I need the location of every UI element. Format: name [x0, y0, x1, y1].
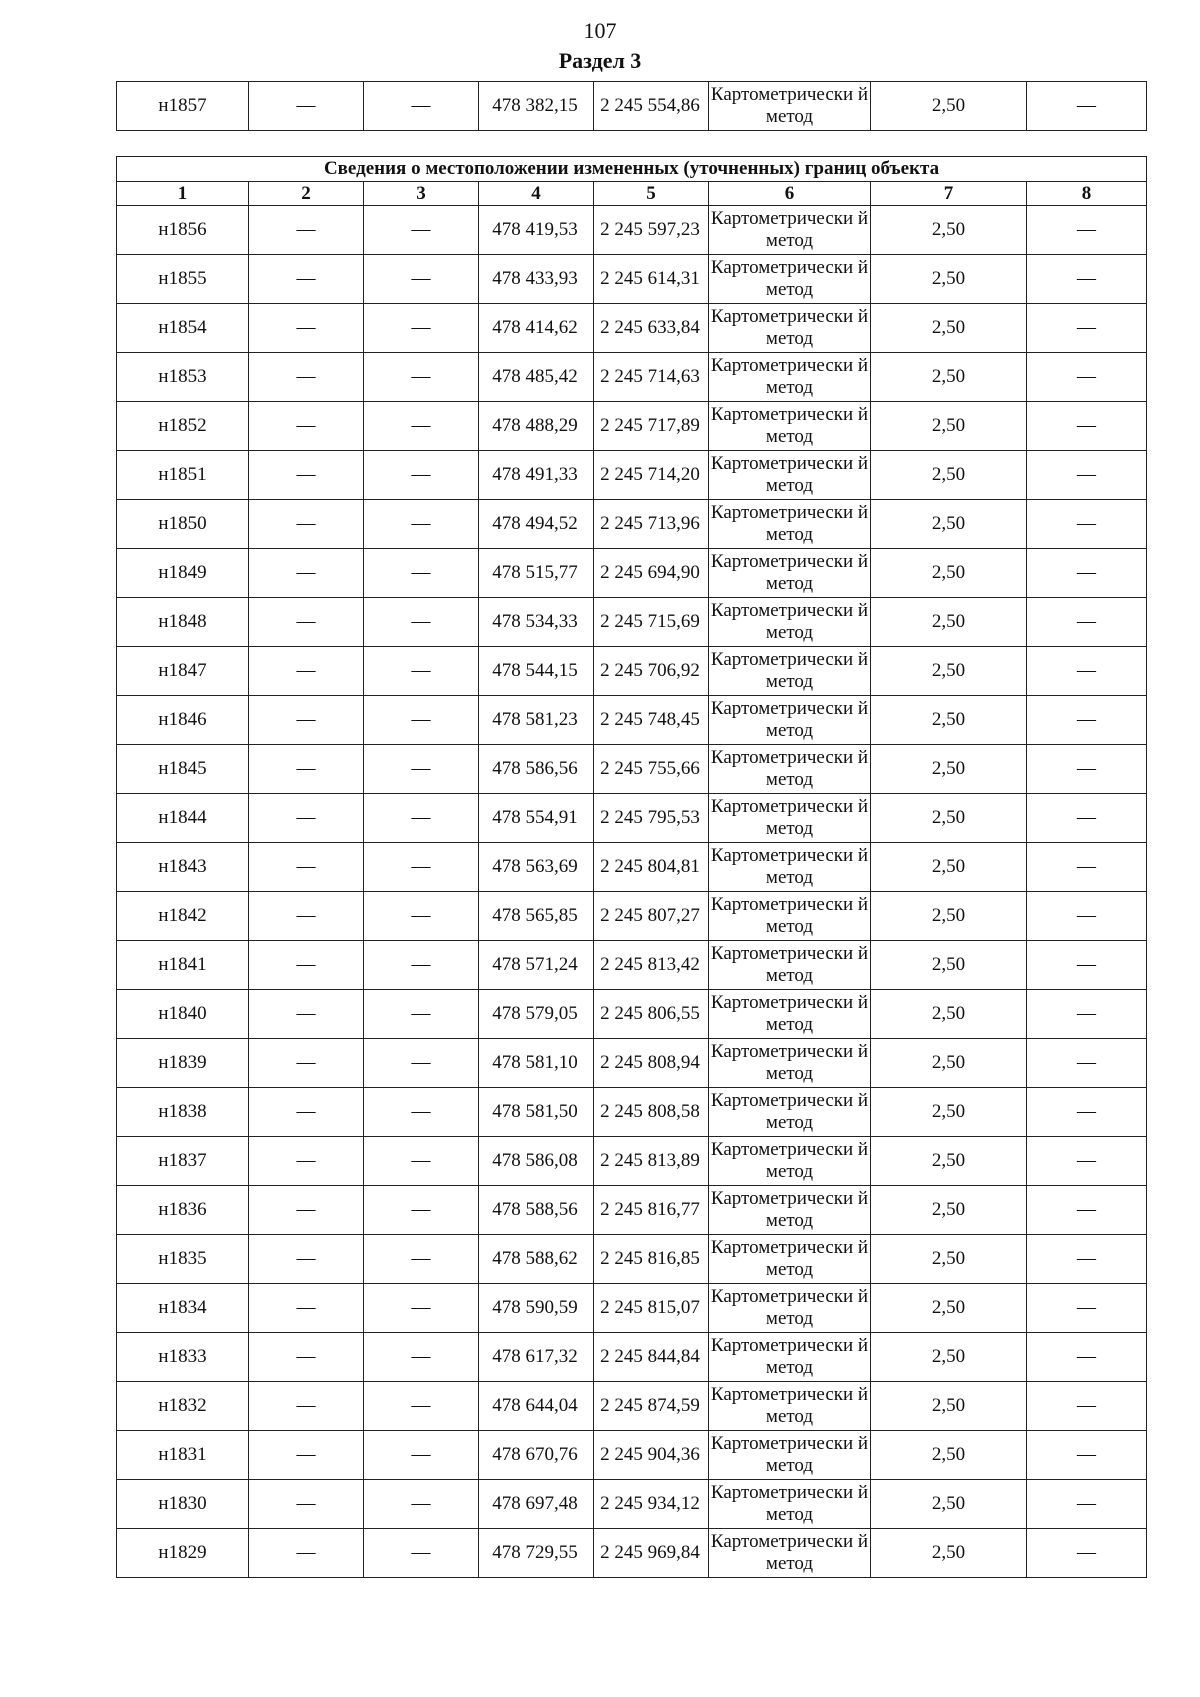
- cell-coord-y: 2 245 795,53: [594, 794, 709, 843]
- cell-accuracy: 2,50: [871, 843, 1027, 892]
- cell-col-8: —: [1027, 255, 1147, 304]
- cell-coord-y: 2 245 714,20: [594, 451, 709, 500]
- cell-col-8: —: [1027, 647, 1147, 696]
- table-row: [117, 1431, 1147, 1480]
- cell-accuracy: 2,50: [871, 598, 1027, 647]
- cell-coord-y: 2 245 806,55: [594, 990, 709, 1039]
- cell-coord-y: 2 245 815,07: [594, 1284, 709, 1333]
- cell-col-2: —: [249, 206, 364, 255]
- cell-method: Картометрически й метод: [709, 1431, 871, 1480]
- cell-accuracy: 2,50: [871, 941, 1027, 990]
- cell-coord-y: 2 245 694,90: [594, 549, 709, 598]
- cell-coord-x: 478 554,91: [479, 794, 594, 843]
- cell-accuracy: 2,50: [871, 1284, 1027, 1333]
- cell-point-id: н1851: [117, 451, 249, 500]
- cell-coord-y: 2 245 874,59: [594, 1382, 709, 1431]
- cell-accuracy: 2,50: [871, 500, 1027, 549]
- cell-coord-y: 2 245 807,27: [594, 892, 709, 941]
- cell-col-2: —: [249, 843, 364, 892]
- cell-method: Картометрически й метод: [709, 1088, 871, 1137]
- cell-col-8: —: [1027, 1284, 1147, 1333]
- cell-point-id: н1829: [117, 1529, 249, 1578]
- cell-col-8: —: [1027, 1431, 1147, 1480]
- cell-col-3: —: [364, 353, 479, 402]
- table-row: [117, 647, 1147, 696]
- table-row: [117, 1284, 1147, 1333]
- cell-col-8: —: [1027, 1333, 1147, 1382]
- cell-accuracy: 2,50: [871, 647, 1027, 696]
- cell-method: Картометрически й метод: [709, 892, 871, 941]
- cell-point-id: н1844: [117, 794, 249, 843]
- cell-accuracy: 2,50: [871, 1431, 1027, 1480]
- cell-coord-x: 478 515,77: [479, 549, 594, 598]
- cell-col-8: —: [1027, 304, 1147, 353]
- cell-coord-x: 478 414,62: [479, 304, 594, 353]
- cell-coord-x: 478 581,50: [479, 1088, 594, 1137]
- cell-method: Картометрически й метод: [709, 696, 871, 745]
- cell-col-8: —: [1027, 549, 1147, 598]
- cell-coord-y: 2 245 713,96: [594, 500, 709, 549]
- cell-col-8: —: [1027, 1186, 1147, 1235]
- cell-col-2: —: [249, 1235, 364, 1284]
- cell-coord-y: 2 245 808,58: [594, 1088, 709, 1137]
- cell-point-id: н1836: [117, 1186, 249, 1235]
- cell-col-8: —: [1027, 402, 1147, 451]
- cell-col-2: —: [249, 1431, 364, 1480]
- cell-col-8: —: [1027, 500, 1147, 549]
- cell-point-id: н1850: [117, 500, 249, 549]
- cell-col-8: —: [1027, 794, 1147, 843]
- cell-col-3: —: [364, 1137, 479, 1186]
- cell-col-2: —: [249, 82, 364, 131]
- cell-point-id: н1834: [117, 1284, 249, 1333]
- cell-col-3: —: [364, 696, 479, 745]
- cell-col-8: —: [1027, 1235, 1147, 1284]
- column-header: 3: [364, 182, 479, 206]
- cell-accuracy: 2,50: [871, 353, 1027, 402]
- cell-coord-x: 478 617,32: [479, 1333, 594, 1382]
- table-row: [117, 1039, 1147, 1088]
- cell-col-3: —: [364, 1382, 479, 1431]
- cell-col-2: —: [249, 1137, 364, 1186]
- cell-col-8: —: [1027, 1529, 1147, 1578]
- cell-col-2: —: [249, 1284, 364, 1333]
- cell-coord-y: 2 245 614,31: [594, 255, 709, 304]
- cell-col-8: —: [1027, 206, 1147, 255]
- cell-col-3: —: [364, 1088, 479, 1137]
- cell-coord-x: 478 563,69: [479, 843, 594, 892]
- cell-col-3: —: [364, 745, 479, 794]
- cell-col-2: —: [249, 1088, 364, 1137]
- cell-col-8: —: [1027, 1382, 1147, 1431]
- cell-accuracy: 2,50: [871, 1186, 1027, 1235]
- cell-col-8: —: [1027, 990, 1147, 1039]
- cell-accuracy: 2,50: [871, 794, 1027, 843]
- cell-accuracy: 2,50: [871, 990, 1027, 1039]
- cell-accuracy: 2,50: [871, 1039, 1027, 1088]
- cell-point-id: н1840: [117, 990, 249, 1039]
- table-row: [117, 304, 1147, 353]
- table-row: [117, 82, 1147, 131]
- cell-col-2: —: [249, 794, 364, 843]
- table-row: [117, 1186, 1147, 1235]
- table-row: [117, 1480, 1147, 1529]
- cell-accuracy: 2,50: [871, 451, 1027, 500]
- cell-point-id: н1848: [117, 598, 249, 647]
- cell-accuracy: 2,50: [871, 304, 1027, 353]
- column-header: 7: [871, 182, 1027, 206]
- cell-coord-x: 478 419,53: [479, 206, 594, 255]
- cell-coord-y: 2 245 804,81: [594, 843, 709, 892]
- cell-method: Картометрически й метод: [709, 304, 871, 353]
- cell-col-2: —: [249, 1186, 364, 1235]
- cell-coord-y: 2 245 748,45: [594, 696, 709, 745]
- cell-point-id: н1830: [117, 1480, 249, 1529]
- cell-coord-x: 478 565,85: [479, 892, 594, 941]
- table-row: [117, 255, 1147, 304]
- cell-col-3: —: [364, 794, 479, 843]
- cell-coord-y: 2 245 554,86: [594, 82, 709, 131]
- cell-accuracy: 2,50: [871, 255, 1027, 304]
- cell-col-2: —: [249, 647, 364, 696]
- cell-col-3: —: [364, 500, 479, 549]
- cell-col-8: —: [1027, 598, 1147, 647]
- cell-point-id: н1845: [117, 745, 249, 794]
- cell-accuracy: 2,50: [871, 1480, 1027, 1529]
- cell-coord-y: 2 245 714,63: [594, 353, 709, 402]
- cell-coord-x: 478 590,59: [479, 1284, 594, 1333]
- cell-col-8: —: [1027, 1039, 1147, 1088]
- cell-method: Картометрически й метод: [709, 500, 871, 549]
- cell-col-3: —: [364, 892, 479, 941]
- cell-coord-x: 478 581,10: [479, 1039, 594, 1088]
- cell-coord-x: 478 433,93: [479, 255, 594, 304]
- cell-point-id: н1837: [117, 1137, 249, 1186]
- cell-accuracy: 2,50: [871, 745, 1027, 794]
- cell-accuracy: 2,50: [871, 1088, 1027, 1137]
- table-header-row: [117, 182, 1147, 206]
- cell-col-3: —: [364, 549, 479, 598]
- cell-point-id: н1847: [117, 647, 249, 696]
- cell-col-8: —: [1027, 745, 1147, 794]
- table-row: [117, 1333, 1147, 1382]
- table-row: [117, 549, 1147, 598]
- table-row: [117, 892, 1147, 941]
- table-row: [117, 1235, 1147, 1284]
- cell-col-2: —: [249, 745, 364, 794]
- cell-col-8: —: [1027, 1137, 1147, 1186]
- cell-method: Картометрически й метод: [709, 206, 871, 255]
- cell-method: Картометрически й метод: [709, 1284, 871, 1333]
- cell-coord-x: 478 488,29: [479, 402, 594, 451]
- cell-col-3: —: [364, 990, 479, 1039]
- cell-coord-x: 478 644,04: [479, 1382, 594, 1431]
- cell-col-3: —: [364, 598, 479, 647]
- cell-method: Картометрически й метод: [709, 1333, 871, 1382]
- cell-col-2: —: [249, 1039, 364, 1088]
- cell-method: Картометрически й метод: [709, 1186, 871, 1235]
- cell-col-8: —: [1027, 941, 1147, 990]
- cell-coord-y: 2 245 717,89: [594, 402, 709, 451]
- table-row: [117, 794, 1147, 843]
- cell-point-id: н1852: [117, 402, 249, 451]
- cell-coord-y: 2 245 755,66: [594, 745, 709, 794]
- cell-col-8: —: [1027, 451, 1147, 500]
- cell-method: Картометрически й метод: [709, 1529, 871, 1578]
- cell-col-8: —: [1027, 1088, 1147, 1137]
- cell-col-3: —: [364, 304, 479, 353]
- cell-accuracy: 2,50: [871, 696, 1027, 745]
- cell-col-3: —: [364, 451, 479, 500]
- table-row: [117, 1088, 1147, 1137]
- page-number: 107: [583, 18, 617, 43]
- cell-coord-x: 478 494,52: [479, 500, 594, 549]
- cell-col-3: —: [364, 843, 479, 892]
- cell-point-id: н1842: [117, 892, 249, 941]
- cell-accuracy: 2,50: [871, 206, 1027, 255]
- cell-accuracy: 2,50: [871, 1529, 1027, 1578]
- cell-coord-x: 478 491,33: [479, 451, 594, 500]
- cell-col-3: —: [364, 1529, 479, 1578]
- cell-accuracy: 2,50: [871, 549, 1027, 598]
- cell-method: Картометрически й метод: [709, 1235, 871, 1284]
- cell-method: Картометрически й метод: [709, 843, 871, 892]
- table-row: [117, 353, 1147, 402]
- cell-col-8: —: [1027, 82, 1147, 131]
- cell-col-3: —: [364, 1039, 479, 1088]
- cell-coord-y: 2 245 904,36: [594, 1431, 709, 1480]
- cell-col-2: —: [249, 990, 364, 1039]
- cell-coord-y: 2 245 844,84: [594, 1333, 709, 1382]
- cell-coord-y: 2 245 969,84: [594, 1529, 709, 1578]
- cell-coord-x: 478 697,48: [479, 1480, 594, 1529]
- cell-col-2: —: [249, 1333, 364, 1382]
- cell-coord-y: 2 245 934,12: [594, 1480, 709, 1529]
- cell-col-3: —: [364, 82, 479, 131]
- cell-coord-y: 2 245 597,23: [594, 206, 709, 255]
- cell-method: Картометрически й метод: [709, 647, 871, 696]
- cell-col-3: —: [364, 941, 479, 990]
- cell-accuracy: 2,50: [871, 1382, 1027, 1431]
- cell-coord-x: 478 588,62: [479, 1235, 594, 1284]
- cell-col-2: —: [249, 1382, 364, 1431]
- cell-method: Картометрически й метод: [709, 402, 871, 451]
- table-row: [117, 402, 1147, 451]
- column-header: 2: [249, 182, 364, 206]
- table-row: [117, 745, 1147, 794]
- cell-col-3: —: [364, 647, 479, 696]
- cell-col-3: —: [364, 1431, 479, 1480]
- cell-col-3: —: [364, 1186, 479, 1235]
- cell-method: Картометрически й метод: [709, 1039, 871, 1088]
- cell-coord-x: 478 581,23: [479, 696, 594, 745]
- cell-col-8: —: [1027, 1480, 1147, 1529]
- cell-col-2: —: [249, 500, 364, 549]
- cell-accuracy: 2,50: [871, 82, 1027, 131]
- cell-coord-x: 478 588,56: [479, 1186, 594, 1235]
- cell-point-id: н1831: [117, 1431, 249, 1480]
- cell-col-2: —: [249, 1480, 364, 1529]
- table-row: [117, 1382, 1147, 1431]
- cell-method: Картометрически й метод: [709, 941, 871, 990]
- cell-point-id: н1832: [117, 1382, 249, 1431]
- cell-accuracy: 2,50: [871, 402, 1027, 451]
- cell-method: Картометрически й метод: [709, 598, 871, 647]
- cell-point-id: н1857: [117, 82, 249, 131]
- column-header: 8: [1027, 182, 1147, 206]
- cell-coord-y: 2 245 633,84: [594, 304, 709, 353]
- cell-col-2: —: [249, 304, 364, 353]
- cell-col-2: —: [249, 402, 364, 451]
- cell-col-2: —: [249, 255, 364, 304]
- cell-coord-x: 478 586,08: [479, 1137, 594, 1186]
- cell-point-id: н1833: [117, 1333, 249, 1382]
- cell-point-id: н1846: [117, 696, 249, 745]
- table-row: [117, 598, 1147, 647]
- table-row: [117, 1137, 1147, 1186]
- cell-method: Картометрически й метод: [709, 255, 871, 304]
- cell-coord-y: 2 245 813,89: [594, 1137, 709, 1186]
- cell-col-2: —: [249, 451, 364, 500]
- table-row: [117, 941, 1147, 990]
- cell-method: Картометрически й метод: [709, 1382, 871, 1431]
- table-caption: Сведения о местоположении измененных (уточненных) границ объекта: [117, 157, 1147, 182]
- cell-method: Картометрически й метод: [709, 451, 871, 500]
- cell-col-3: —: [364, 402, 479, 451]
- cell-method: Картометрически й метод: [709, 549, 871, 598]
- cell-point-id: н1854: [117, 304, 249, 353]
- cell-method: Картометрически й метод: [709, 794, 871, 843]
- cell-col-2: —: [249, 892, 364, 941]
- cell-col-2: —: [249, 353, 364, 402]
- column-header: 1: [117, 182, 249, 206]
- table-caption-row: [117, 157, 1147, 182]
- cell-coord-x: 478 670,76: [479, 1431, 594, 1480]
- cell-col-2: —: [249, 598, 364, 647]
- cell-col-3: —: [364, 206, 479, 255]
- cell-coord-x: 478 571,24: [479, 941, 594, 990]
- cell-coord-x: 478 579,05: [479, 990, 594, 1039]
- cell-point-id: н1835: [117, 1235, 249, 1284]
- column-header: 4: [479, 182, 594, 206]
- table-row: [117, 843, 1147, 892]
- cell-coord-y: 2 245 816,77: [594, 1186, 709, 1235]
- cell-coord-x: 478 485,42: [479, 353, 594, 402]
- table-row: [117, 696, 1147, 745]
- section-title: Раздел 3: [558, 48, 642, 73]
- table-row: [117, 500, 1147, 549]
- cell-point-id: н1849: [117, 549, 249, 598]
- cell-coord-y: 2 245 813,42: [594, 941, 709, 990]
- cell-point-id: н1838: [117, 1088, 249, 1137]
- cell-col-2: —: [249, 696, 364, 745]
- cell-col-2: —: [249, 1529, 364, 1578]
- cell-coord-y: 2 245 808,94: [594, 1039, 709, 1088]
- cell-coord-x: 478 382,15: [479, 82, 594, 131]
- cell-coord-x: 478 586,56: [479, 745, 594, 794]
- cell-coord-y: 2 245 715,69: [594, 598, 709, 647]
- cell-col-8: —: [1027, 892, 1147, 941]
- cell-coord-x: 478 729,55: [479, 1529, 594, 1578]
- cell-col-8: —: [1027, 353, 1147, 402]
- cell-method: Картометрически й метод: [709, 1480, 871, 1529]
- cell-col-3: —: [364, 255, 479, 304]
- cell-coord-y: 2 245 706,92: [594, 647, 709, 696]
- column-header: 6: [709, 182, 871, 206]
- cell-col-8: —: [1027, 843, 1147, 892]
- cell-accuracy: 2,50: [871, 1333, 1027, 1382]
- cell-point-id: н1855: [117, 255, 249, 304]
- cell-point-id: н1839: [117, 1039, 249, 1088]
- cell-coord-y: 2 245 816,85: [594, 1235, 709, 1284]
- cell-col-2: —: [249, 941, 364, 990]
- column-header: 5: [594, 182, 709, 206]
- boundary-coordinates-table: [116, 156, 1147, 1578]
- cell-accuracy: 2,50: [871, 1137, 1027, 1186]
- cell-col-8: —: [1027, 696, 1147, 745]
- cell-col-3: —: [364, 1480, 479, 1529]
- cell-method: Картометрически й метод: [709, 1137, 871, 1186]
- continuation-table: [116, 81, 1147, 131]
- cell-method: Картометрически й метод: [709, 990, 871, 1039]
- cell-col-2: —: [249, 549, 364, 598]
- cell-col-3: —: [364, 1284, 479, 1333]
- cell-point-id: н1843: [117, 843, 249, 892]
- table-row: [117, 206, 1147, 255]
- table-row: [117, 1529, 1147, 1578]
- cell-point-id: н1841: [117, 941, 249, 990]
- cell-point-id: н1856: [117, 206, 249, 255]
- cell-accuracy: 2,50: [871, 892, 1027, 941]
- cell-method: Картометрически й метод: [709, 745, 871, 794]
- cell-method: Картометрически й метод: [709, 353, 871, 402]
- table-row: [117, 451, 1147, 500]
- cell-col-3: —: [364, 1235, 479, 1284]
- cell-point-id: н1853: [117, 353, 249, 402]
- table-row: [117, 990, 1147, 1039]
- cell-coord-x: 478 534,33: [479, 598, 594, 647]
- cell-col-3: —: [364, 1333, 479, 1382]
- cell-accuracy: 2,50: [871, 1235, 1027, 1284]
- cell-method: Картометрически й метод: [709, 82, 871, 131]
- cell-coord-x: 478 544,15: [479, 647, 594, 696]
